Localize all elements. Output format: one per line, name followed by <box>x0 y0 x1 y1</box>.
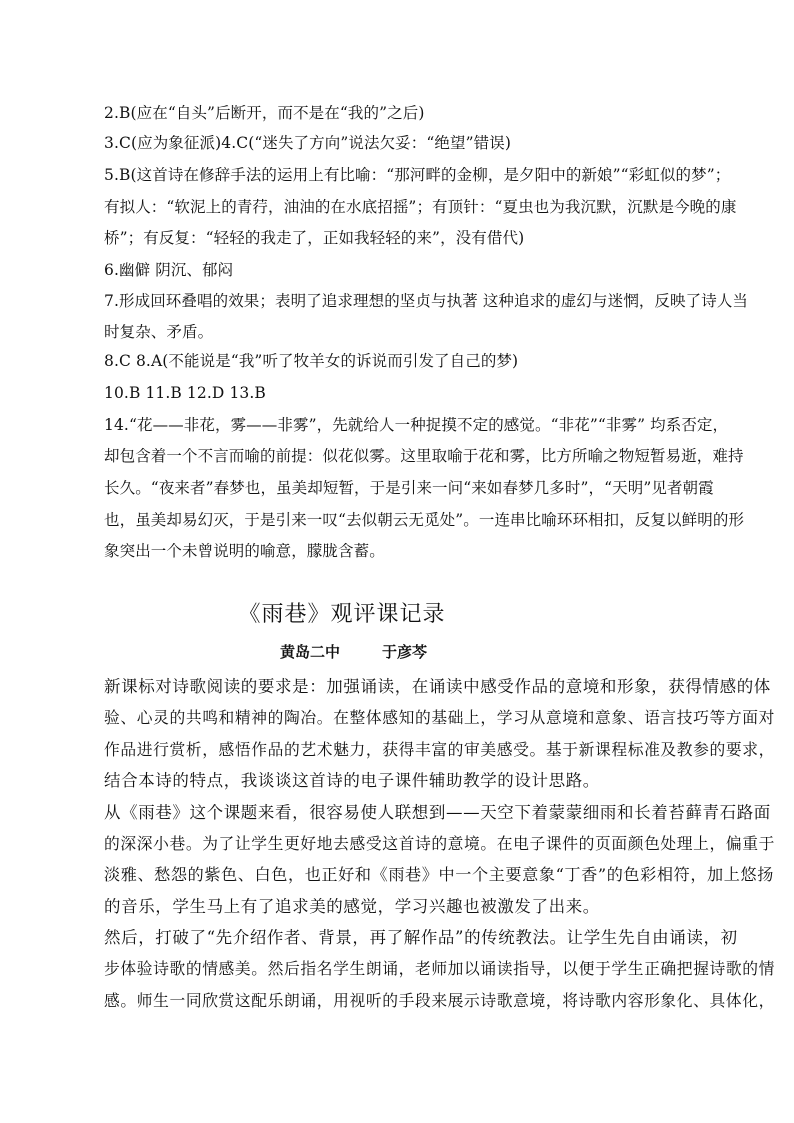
answer-line: 2.B(应在“自头”后断开，而不是在“我的”之后) <box>104 104 425 122</box>
answer-line: 8.C 8.A(不能说是“我”听了牧羊女的诉说而引发了自己的梦) <box>104 352 519 370</box>
answer-line: 14.“花——非花，雾——非雾”，先就给人一种捉摸不定的感觉。“非花”“非雾” 均系否定， <box>104 416 729 434</box>
paragraph-line: 然后，打破了“先介绍作者、背景，再了解作品”的传统教法。让学生先自由诵读，初 <box>104 928 738 947</box>
answer-line: 10.B 11.B 12.D 13.B <box>104 384 266 402</box>
answer-line: 6.幽僻 阴沉、郁闷 <box>104 261 234 279</box>
paragraph-line: 步体验诗歌的情感美。然后指名学生朗诵，老师加以诵读指导，以便于学生正确把握诗歌的情 <box>104 959 775 978</box>
paragraph-line: 的深深小巷。为了让学生更好地去感受这首诗的意境。在电子课件的页面颜色处理上，偏重于 <box>104 834 775 853</box>
author-name: 于彦芩 <box>382 643 428 661</box>
answer-line: 7.形成回环叠唱的效果；表明了追求理想的坚贞与执著 这种追求的虚幻与迷惘，反映了诗人当 <box>104 292 749 310</box>
paragraph-line: 从《雨巷》这个课题来看，很容易使人联想到——天空下着蒙蒙细雨和长着苔藓青石路面 <box>104 803 771 822</box>
school-name: 黄岛二中 <box>280 643 341 661</box>
paragraph-line: 新课标对诗歌阅读的要求是：加强诵读，在诵读中感受作品的意境和形象，获得情感的体 <box>104 677 771 696</box>
answer-line: 桥”；有反复：“轻轻的我走了，正如我轻轻的来”，没有借代) <box>104 229 525 247</box>
paragraph-line: 作品进行赏析，感悟作品的艺术魅力，获得丰富的审美感受。基于新课程标准及教参的要求， <box>104 740 775 759</box>
answer-line: 象突出一个未曾说明的喻意，朦胧含蓄。 <box>104 542 385 560</box>
answer-line: 也，虽美却易幻灭，于是引来一叹“去似朝云无觅处”。一连串比喻环环相扣，反复以鲜明的形 <box>104 511 745 529</box>
paragraph-line: 淡雅、愁怨的紫色、白色，也正好和《雨巷》中一个主要意象“丁香”的色彩相符，加上悠扬 <box>104 865 774 884</box>
paragraph-line: 感。师生一同欣赏这配乐朗诵，用视听的手段来展示诗歌意境，将诗歌内容形象化、具体化， <box>104 991 775 1010</box>
answer-line: 有拟人：“软泥上的青荇，油油的在水底招摇”；有顶针：“夏虫也为我沉默，沉默是今晚的康 <box>104 198 737 216</box>
paragraph-line: 验、心灵的共鸣和精神的陶冶。在整体感知的基础上，学习从意境和意象、语言技巧等方面对 <box>104 708 775 727</box>
paragraph-line: 结合本诗的特点，我谈谈这首诗的电子课件辅助教学的设计思路。 <box>104 771 600 790</box>
byline <box>280 641 427 663</box>
answer-line: 时复杂、矛盾。 <box>104 323 214 341</box>
answer-line: 却包含着一个不言而喻的前提：似花似雾。这里取喻于花和雾，比方所喻之物短暂易逝，难持 <box>104 447 744 465</box>
answer-line: 长久。“夜来者”春梦也，虽美却短暂，于是引来一问“来如春梦几多时”，“天明”见者朝霞 <box>104 479 714 497</box>
answer-line: 3.C(应为象征派)4.C(“迷失了方向”说法欠妥：“绝望”错误) <box>104 134 511 152</box>
paragraph-line: 的音乐，学生马上有了追求美的感觉，学习兴趣也被激发了出来。 <box>104 897 600 916</box>
article-title: 《雨巷》观评课记录 <box>238 602 446 627</box>
answer-line: 5.B(这首诗在修辞手法的运用上有比喻：“那河畔的金柳，是夕阳中的新娘”“彩虹似的梦”； <box>104 166 731 184</box>
